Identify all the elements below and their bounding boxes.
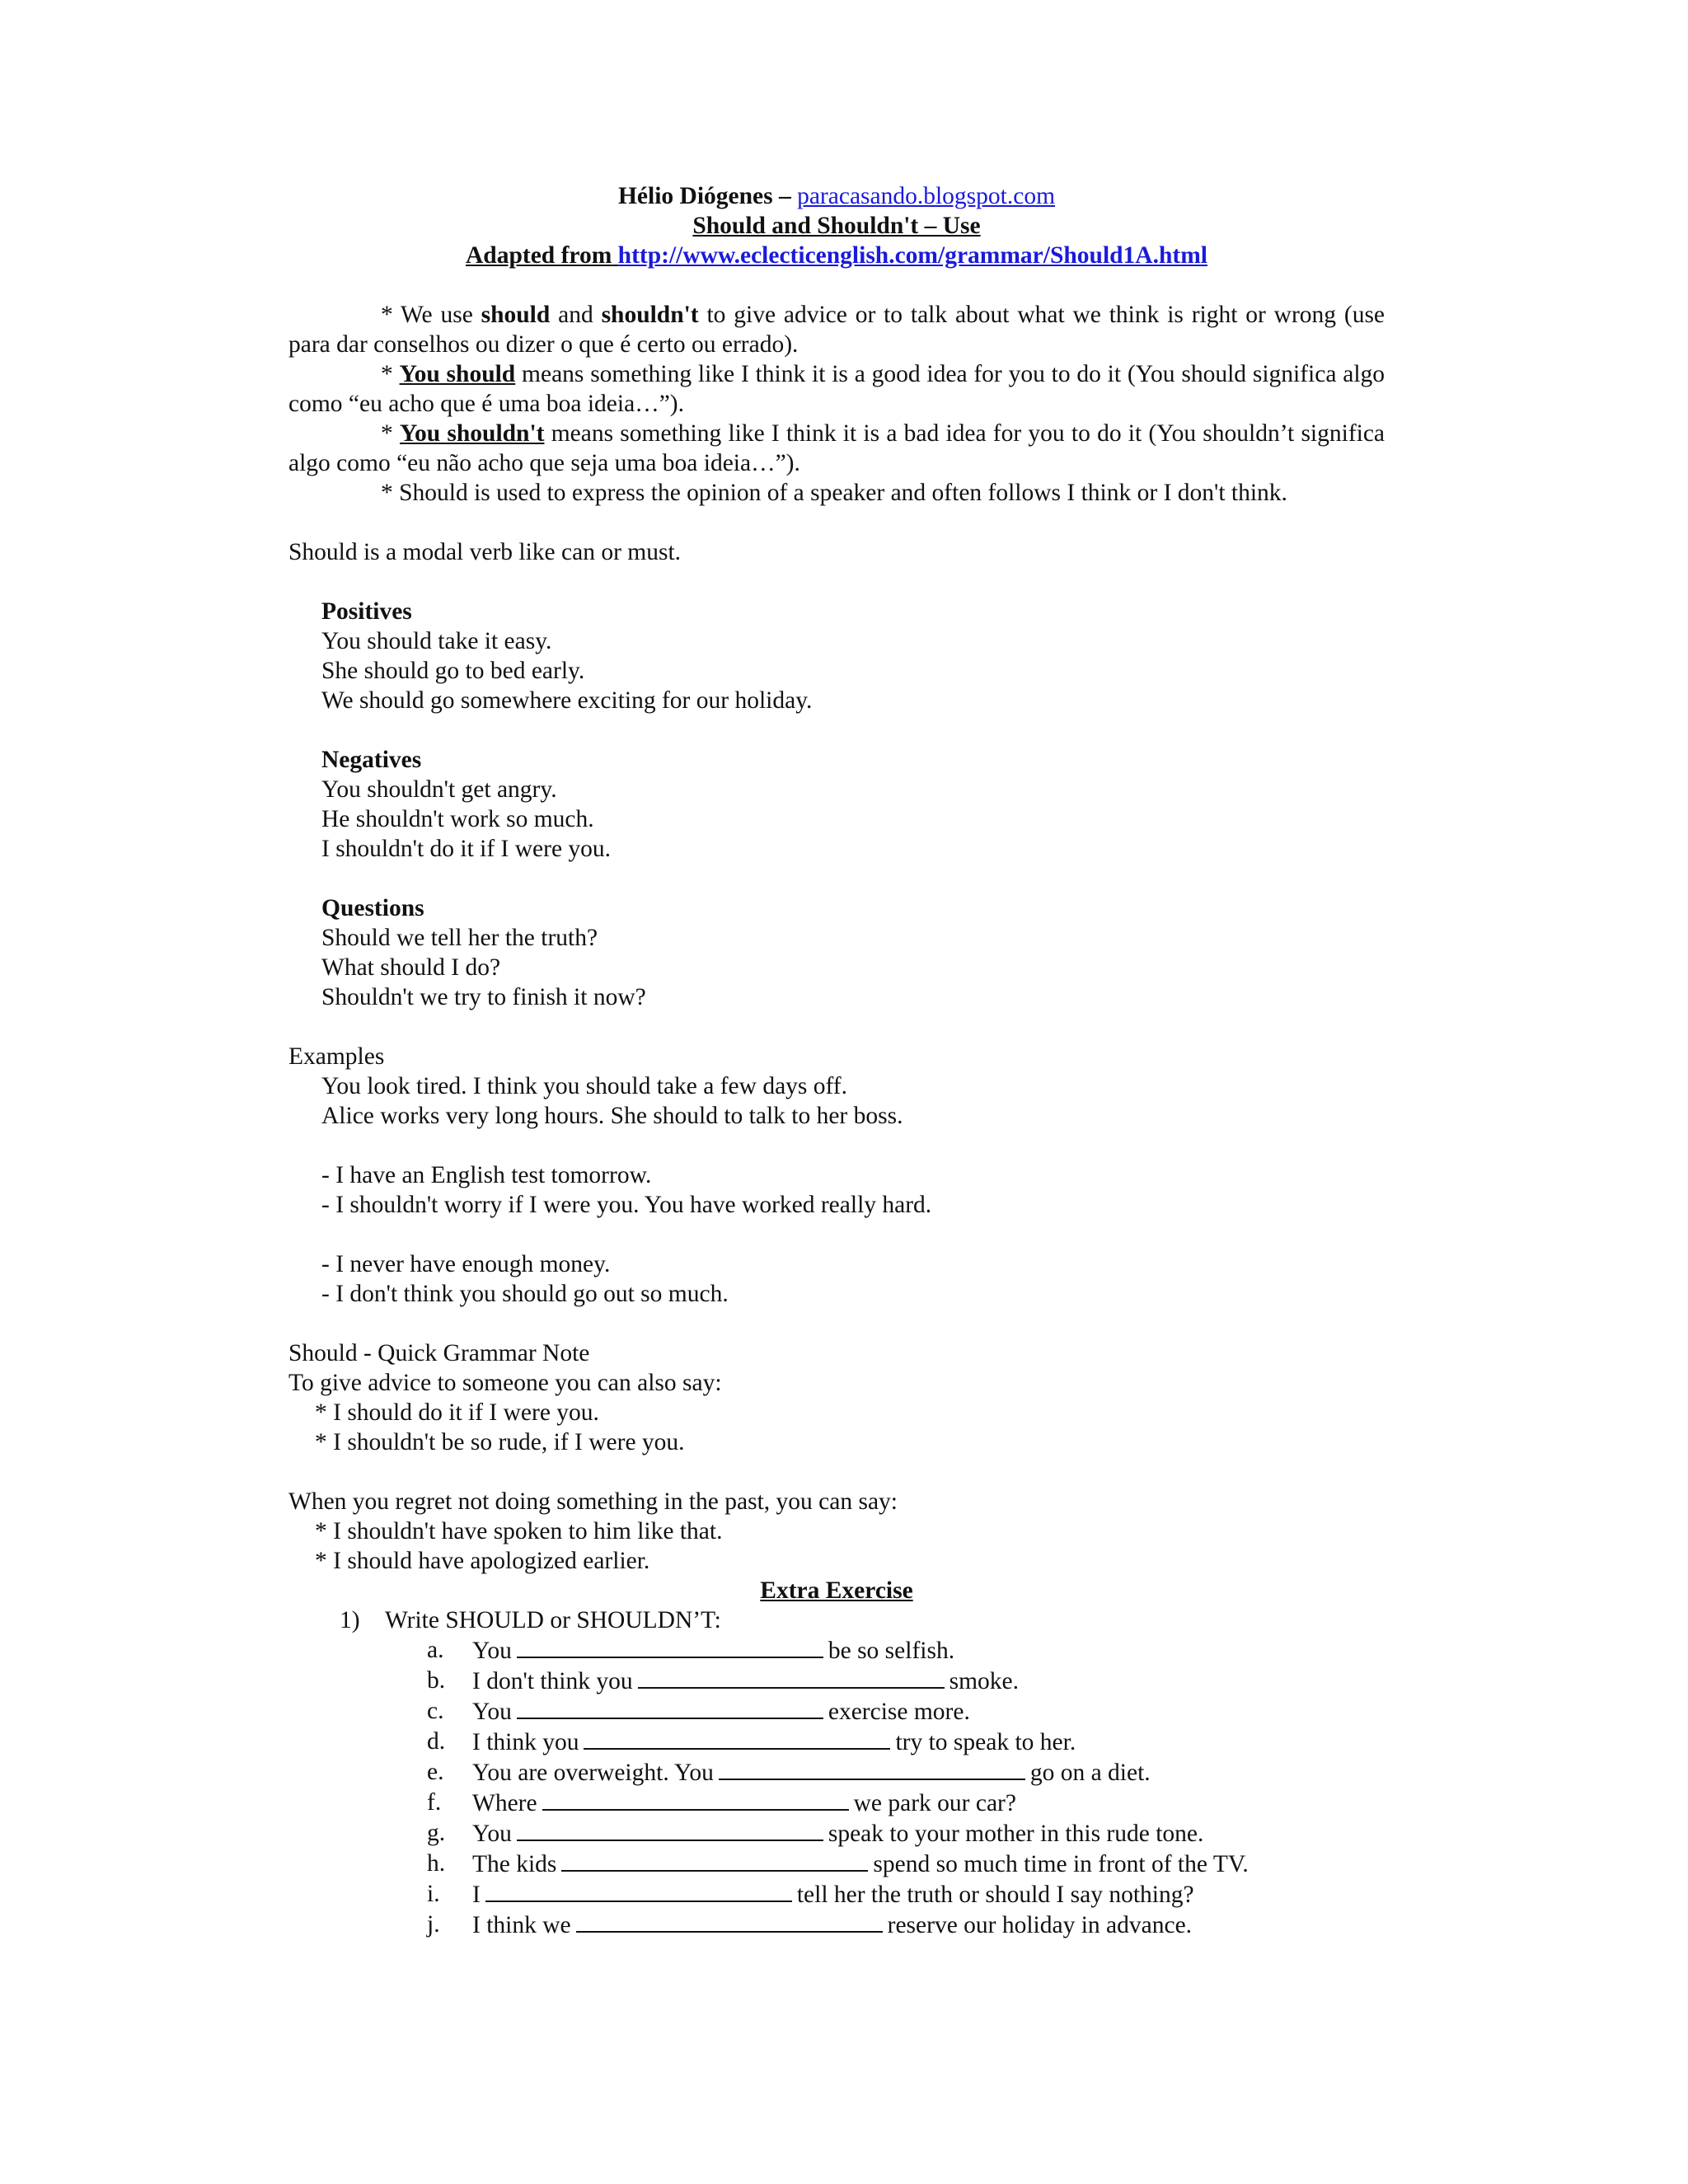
term-you-should: You should (399, 361, 516, 387)
negative-example: I shouldn't do it if I were you. (321, 836, 612, 862)
item-before: You (472, 1638, 512, 1664)
answer-blank[interactable] (584, 1727, 890, 1750)
dialog-line: - I never have enough money. (321, 1251, 611, 1277)
regret-line: * I should have apologized earlier. (315, 1548, 650, 1574)
intro-text: means something like I think it is a bad idea for you to do it (You shouldn’t significa algo como “eu não acho que seja uma boa ideia…”). (288, 420, 1386, 476)
item-before: I think we (472, 1912, 571, 1938)
item-letter: i. (427, 1881, 440, 1907)
exercise-heading: Extra Exercise (760, 1577, 913, 1604)
item-before: You (472, 1821, 512, 1847)
exercise-items (288, 1635, 1385, 1940)
item-letter: c. (427, 1698, 444, 1724)
item-letter: a. (427, 1637, 444, 1663)
term-you-shouldnt: You shouldn't (399, 420, 545, 447)
answer-blank[interactable] (517, 1696, 823, 1719)
regret-line: * I shouldn't have spoken to him like that. (315, 1518, 723, 1544)
item-after: reserve our holiday in advance. (887, 1912, 1193, 1938)
answer-blank[interactable] (517, 1635, 823, 1658)
spacer (288, 270, 1385, 300)
question-text: Write SHOULD or SHOULDN’T: (385, 1607, 721, 1633)
item-letter: j. (427, 1911, 440, 1938)
question-example: What should I do? (321, 954, 501, 981)
questions-section (288, 893, 1385, 1012)
item-letter: g. (427, 1820, 446, 1846)
item-after: be so selfish. (828, 1638, 955, 1664)
item-before: I don't think you (472, 1668, 633, 1694)
spacer (288, 1457, 1385, 1487)
example-line: You look tired. I think you should take a few days off. (321, 1073, 848, 1099)
item-before: The kids (472, 1851, 557, 1877)
header-author-line (288, 181, 1385, 211)
positive-example: You should take it easy. (321, 628, 552, 654)
item-after: exercise more. (828, 1699, 970, 1725)
exercise-item (288, 1788, 1385, 1818)
item-letter: b. (427, 1667, 446, 1694)
intro-text: * We use (381, 302, 473, 328)
answer-blank[interactable] (638, 1666, 945, 1689)
negatives-heading: Negatives (321, 747, 422, 773)
advice-line: * I shouldn't be so rude, if I were you. (315, 1429, 685, 1455)
exercise-item (288, 1635, 1385, 1666)
spacer (288, 567, 1385, 597)
item-before: I think you (472, 1729, 579, 1755)
bullet-star: * (381, 361, 393, 387)
negative-example: He shouldn't work so much. (321, 806, 594, 832)
item-letter: h. (427, 1850, 446, 1877)
negative-example: You shouldn't get angry. (321, 776, 557, 803)
intro-text: means something like I think it is a good idea for you to do it (You should significa algo como “eu acho que é uma boa ideia…”). (288, 361, 1386, 417)
exercise-item (288, 1849, 1385, 1879)
question-number: 1) (340, 1607, 360, 1633)
exercise-question (288, 1605, 1385, 1635)
item-after: we park our car? (853, 1790, 1016, 1816)
exercise-item (288, 1757, 1385, 1788)
intro-text: and (558, 302, 593, 328)
item-after: speak to your mother in this rude tone. (828, 1821, 1204, 1847)
intro-paragraph-2 (288, 359, 1385, 419)
positives-section (288, 597, 1385, 715)
exercise-item (288, 1727, 1385, 1757)
dialog-line: - I have an English test tomorrow. (321, 1162, 652, 1188)
item-after: try to speak to her. (895, 1729, 1076, 1755)
question-example: Shouldn't we try to finish it now? (321, 984, 646, 1010)
dialog-line: - I shouldn't worry if I were you. You have worked really hard. (321, 1192, 932, 1218)
source-link[interactable]: http://www.eclecticenglish.com/grammar/Should1A.html (617, 242, 1207, 269)
item-before: You are overweight. You (472, 1760, 714, 1786)
item-letter: d. (427, 1728, 446, 1755)
exercise-item (288, 1879, 1385, 1910)
item-before: Where (472, 1790, 537, 1816)
examples-heading: Examples (288, 1043, 385, 1070)
advice-line: * I should do it if I were you. (315, 1399, 599, 1426)
answer-blank[interactable] (517, 1818, 823, 1841)
examples-section (288, 1071, 1385, 1309)
questions-heading: Questions (321, 895, 424, 921)
adapted-prefix: Adapted from (466, 242, 612, 269)
positive-example: She should go to bed early. (321, 658, 585, 684)
question-example: Should we tell her the truth? (321, 925, 598, 951)
intro-paragraph-4: * Should is used to express the opinion of a speaker and often follows I think or I don't think. (381, 480, 1287, 506)
positive-example: We should go somewhere exciting for our holiday. (321, 687, 813, 714)
intro-text: to give advice or to talk about what we think is right or wrong (use para dar conselhos ou dizer o que é certo ou errado). (288, 302, 1386, 358)
intro-paragraph-3 (288, 419, 1385, 478)
term-should: should (481, 302, 551, 328)
answer-blank[interactable] (485, 1879, 792, 1902)
advice-list (288, 1398, 1385, 1457)
positives-heading: Positives (321, 598, 412, 625)
item-before: I (472, 1882, 481, 1908)
exercise-item (288, 1666, 1385, 1696)
item-after: go on a diet. (1029, 1760, 1151, 1786)
grammar-note-title: Should - Quick Grammar Note (288, 1340, 590, 1366)
blog-link[interactable]: paracasando.blogspot.com (797, 183, 1056, 209)
answer-blank[interactable] (542, 1788, 849, 1811)
spacer (288, 508, 1385, 537)
answer-blank[interactable] (719, 1757, 1025, 1780)
example-line: Alice works very long hours. She should to talk to her boss. (321, 1103, 903, 1129)
page-title: Should and Shouldn't – Use (692, 213, 981, 239)
answer-blank[interactable] (576, 1910, 883, 1933)
spacer (288, 1309, 1385, 1338)
negatives-section (288, 745, 1385, 864)
exercise-item (288, 1696, 1385, 1727)
exercise-item (288, 1818, 1385, 1849)
regret-intro: When you regret not doing something in the past, you can say: (288, 1488, 898, 1515)
answer-blank[interactable] (561, 1849, 868, 1872)
exercise-item (288, 1910, 1385, 1940)
item-letter: e. (427, 1759, 444, 1785)
author-name: Hélio Diógenes – (617, 183, 791, 209)
term-shouldnt: shouldn't (601, 302, 699, 328)
document-content (288, 181, 1385, 1940)
item-letter: f. (427, 1789, 442, 1816)
item-after: tell her the truth or should I say nothing? (796, 1882, 1194, 1908)
dialog-line: - I don't think you should go out so much. (321, 1281, 729, 1307)
regret-list (288, 1516, 1385, 1576)
bullet-star: * (381, 420, 393, 447)
spacer (288, 715, 1385, 745)
item-before: You (472, 1699, 512, 1725)
spacer (288, 864, 1385, 893)
intro-paragraph-1 (288, 300, 1385, 359)
spacer (321, 1220, 1385, 1249)
spacer (288, 1012, 1385, 1042)
spacer (321, 1131, 1385, 1160)
adapted-from-line (288, 241, 1385, 270)
item-after: spend so much time in front of the TV. (873, 1851, 1249, 1877)
item-after: smoke. (949, 1668, 1020, 1694)
modal-note: Should is a modal verb like can or must. (288, 539, 682, 565)
advice-intro: To give advice to someone you can also say: (288, 1370, 722, 1396)
